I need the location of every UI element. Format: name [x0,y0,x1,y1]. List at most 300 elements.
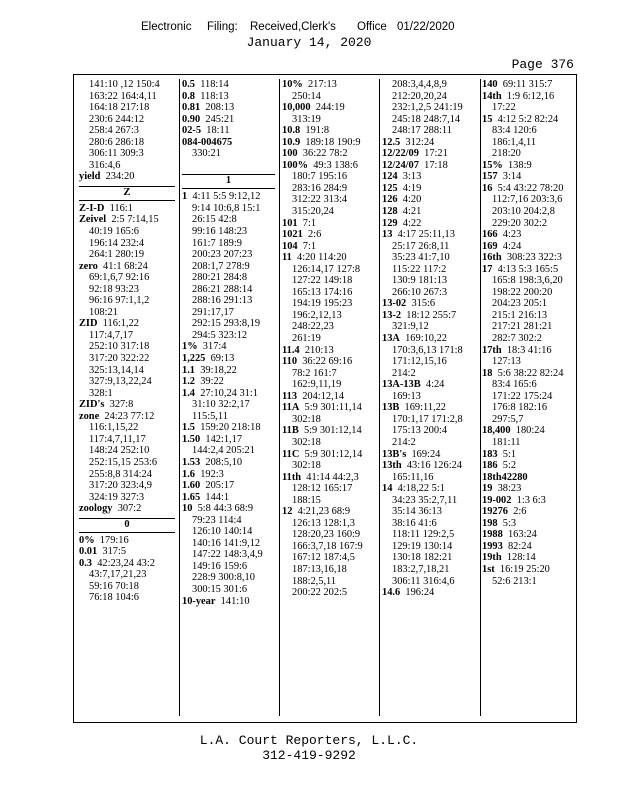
index-term: 19276 [482,506,508,518]
index-column-4 [379,79,481,716]
page-line-refs: 3:13 [402,171,422,183]
index-entry [482,229,577,241]
page-line-refs: 24:23 77:12 [104,410,155,422]
index-entry [282,102,379,114]
index-term: 100 [282,148,298,160]
index-term: 12/22/09 [382,148,419,160]
index-column-1 [74,79,180,716]
page-line-refs: 144:1 [205,491,230,503]
index-continuation: 328:1 [89,387,113,399]
index-term: 140 [482,79,498,90]
index-continuation: 26:15 42:8 [192,214,237,226]
index-continuation: 17:22 [492,102,516,114]
index-entry [182,353,279,365]
page-line-refs: 3:14 [502,171,522,183]
index-continuation: 69:1,6,7 92:16 [89,272,150,284]
index-entry [382,402,480,414]
page-line-refs: 4:20 114:20 [297,252,347,264]
index-entry [482,79,577,91]
page-line-refs: 217:13 [307,79,337,90]
index-continuation: 161:7 189:9 [192,237,242,249]
index-term: 15 [482,113,493,125]
index-continuation: 180:7 195:16 [292,171,348,183]
transcript-date: January 14, 2020 [246,35,372,50]
index-term: 1st [482,563,495,575]
index-continuation: 9:14 10:6,8 15:1 [192,202,261,214]
index-column-2 [179,79,280,716]
index-continuation: 171:12,15,16 [392,356,447,368]
page-line-refs: 169:24 [411,448,441,460]
stamp-filing: Filing: [207,21,238,33]
index-entry [482,495,577,507]
index-continuation: 128:12 165:17 [292,483,353,495]
index-continuation: 92:18 93:23 [89,283,139,295]
letter-heading: Z [79,186,175,201]
index-continuation: 204:23 205:1 [492,298,548,310]
index-entry [182,596,279,608]
index-term: 1,225 [182,353,206,365]
index-entry [182,341,279,353]
index-term: 126 [382,194,398,206]
index-column-3 [279,79,380,716]
index-continuation: 229:20 302:2 [492,217,548,229]
index-continuation: 59:16 70:18 [89,580,139,592]
index-continuation: 230:6 244:12 [89,113,145,125]
index-continuation: 108:21 [89,306,118,318]
index-entry [482,518,577,530]
index-continuation: 52:6 213:1 [492,575,537,587]
index-term: 1993 [482,540,503,552]
index-continuation: 324:19 327:3 [89,491,145,503]
index-term: ZID's [79,399,105,411]
index-entry [482,368,577,380]
index-continuation: 148:24 252:10 [89,445,150,457]
index-entry [282,402,379,414]
index-continuation: 196:14 232:4 [89,237,145,249]
index-term: 13A [382,333,400,345]
index-term: ZID [79,318,98,330]
page-line-refs: 69:13 [210,353,235,365]
index-continuation: 313:19 [292,113,321,125]
index-term: 13A-13B [382,379,421,391]
page-line-refs: 118:13 [200,90,229,102]
index-term: 14th [482,90,502,102]
index-entry [79,546,179,558]
index-continuation: 127:22 149:18 [292,275,353,287]
index-term: 18,400 [482,425,511,437]
page-line-refs: 317:5 [102,546,127,558]
index-continuation: 188:15 [292,494,321,506]
index-term: 11C [282,448,300,460]
index-term: yield [79,171,101,183]
stamp-filed-date: 01/22/2020 [397,21,455,33]
index-continuation: 203:10 204:2,8 [492,206,555,218]
page-line-refs: 27:10,24 31:1 [200,387,258,399]
index-continuation: 327:9,13,22,24 [89,376,152,388]
index-entry [382,137,480,149]
index-continuation: 306:11 309:3 [89,148,144,160]
index-term: 1% [182,341,198,353]
index-entry [79,214,179,226]
index-term: 113 [282,390,298,402]
index-term: 10.8 [282,125,301,137]
index-continuation: 217:21 281:21 [492,321,553,333]
page-line-refs: 38:23 [497,483,522,495]
index-continuation: 214:2 [392,367,416,379]
index-term: 1.1 [182,364,195,376]
index-continuation: 317:20 322:22 [89,353,150,365]
index-continuation: 181:11 [492,436,521,448]
index-entry [79,203,179,215]
index-entry [282,391,379,403]
page-line-refs: 17:21 [424,148,448,160]
page-line-refs: 317:4 [202,341,227,353]
index-continuation: 112:7,16 203:3,6 [492,194,563,206]
index-term: 0.01 [79,546,98,558]
index-continuation: 126:14,17 127:8 [292,263,361,275]
page-line-refs: 159:20 218:18 [200,422,261,434]
index-continuation: 282:7 302:2 [492,333,542,345]
index-term: 1.5 [182,422,195,434]
index-entry [482,91,577,103]
index-term: 125 [382,182,398,194]
index-continuation: 76:18 104:6 [89,592,139,604]
index-entry [382,483,480,495]
index-continuation: 187:13,16,18 [292,563,347,575]
index-term: 1988 [482,529,503,541]
index-term: 1.65 [182,491,201,503]
index-continuation: 165:13 174:16 [292,286,353,298]
index-term: 1.2 [182,376,195,388]
index-continuation: 162:9,11,19 [292,379,342,391]
index-entry [79,171,179,183]
index-term: 15% [482,159,503,171]
page-line-refs: 128:14 [506,552,536,564]
index-term: 17th [482,344,502,356]
index-term: 13-02 [382,298,407,310]
index-continuation: 252:15,15 253:6 [89,456,158,468]
index-continuation: 43:7,17,21,23 [89,569,147,581]
spacer [182,160,279,172]
page-line-refs: 191:8 [305,125,330,137]
index-continuation: 232:1,2,5 241:19 [392,102,463,114]
index-continuation: 212:20,20,24 [392,90,447,102]
index-term: 10-year [182,595,216,607]
page-line-refs: 4:12 5:2 82:24 [497,113,559,125]
page-line-refs: 4:20 [402,194,422,206]
index-continuation: 245:18 248:7,14 [392,113,461,125]
index-continuation: 175:13 200:4 [392,425,448,437]
index-entry [182,457,279,469]
index-term: 18th42280 [482,471,528,483]
index-entry [182,137,279,149]
index-entry [382,310,480,322]
index-entry [382,298,480,310]
index-continuation: 163:22 164:4,11 [89,90,157,102]
index-continuation: 286:21 288:14 [192,283,253,295]
page-line-refs: 180:24 [515,425,545,437]
page-line-refs: 82:24 [507,540,532,552]
index-continuation: 200:22 202:5 [292,587,348,599]
index-term: Zeivel [79,214,107,226]
index-term: 104 [282,240,298,252]
index-term: 101 [282,217,298,229]
page-line-refs: 36:22 69:16 [302,356,353,368]
index-term: 128 [382,206,398,218]
index-continuation: 164:18 217:18 [89,102,150,114]
index-term: 13th [382,460,402,472]
index-entry [382,218,480,230]
index-entry [79,503,179,515]
index-entry [182,434,279,446]
index-continuation: 255:8,8 314:24 [89,468,152,480]
page-line-refs: 205:17 [205,480,235,492]
page-line-refs: 41:14 44:2,3 [306,471,359,483]
page-line-refs: 5:9 301:11,14 [304,402,362,414]
page-line-refs: 4:23 [502,229,522,241]
page-line-refs: 18:11 [206,125,230,137]
reporter-name: L.A. Court Reporters, L.L.C. [199,733,419,748]
index-continuation: 280:21 284:8 [192,272,248,284]
index-entry [79,558,179,570]
page-line-refs: 5:3 [502,517,517,529]
index-continuation: 208:1,7 278:9 [192,260,250,272]
page-line-refs: 2:6 [513,506,527,518]
index-entry [382,206,480,218]
index-entry [382,194,480,206]
index-continuation: 128:20,23 160:9 [292,529,361,541]
index-continuation: 258:4 267:3 [89,125,139,137]
index-term: 11B [282,425,299,437]
index-continuation: 127:13 [492,356,521,368]
index-entry [382,333,480,345]
index-entry [482,460,577,472]
index-continuation: 147:22 148:3,4,9 [192,549,263,561]
index-term: 129 [382,217,398,229]
index-term: 186 [482,460,498,472]
index-term: zero [79,260,98,272]
page-line-refs: 18:3 41:16 [506,344,552,356]
index-entry [282,148,379,160]
page-line-refs: 1:9 6:12,16 [506,90,555,102]
page-line-refs: 7:1 [302,240,317,252]
index-continuation: 115:5,11 [192,410,228,422]
index-continuation: 83:4 120:6 [492,125,537,137]
page-line-refs: 208:13 [205,102,235,114]
index-entry [382,460,480,472]
index-term: 19th [482,552,502,564]
index-continuation: 25:17 26:8,11 [392,240,450,252]
page-number: Page 376 [511,57,574,72]
index-continuation: 302:18 [292,413,321,425]
index-continuation: 83:4 165:6 [492,379,537,391]
page-line-refs: 36:22 78:2 [302,148,348,160]
index-continuation: 149:16 159:6 [192,560,248,572]
index-entry [482,241,577,253]
index-term: 13B [382,402,400,414]
index-term: 0.90 [182,113,201,125]
index-term: 166 [482,229,498,241]
index-term: 10 [182,503,193,515]
index-continuation: 129:19 130:14 [392,540,453,552]
index-entry [79,318,179,330]
page-line-refs: 39:18,22 [200,364,237,376]
index-term: zone [79,410,100,422]
index-term: 0.3 [79,557,92,569]
index-entry [182,79,279,91]
index-entry [182,503,279,515]
page-line-refs: 49:3 138:6 [313,159,358,171]
index-term: 11th [282,471,302,483]
index-term: 11A [282,402,300,414]
page-line-refs: 4:18,22 5:1 [397,483,445,495]
index-continuation: 169:13 [392,390,421,402]
index-term: 10% [282,79,303,90]
index-term: 17 [482,263,493,275]
index-continuation: 144:2,4 205:21 [192,445,255,457]
index-continuation: 35:14 36:13 [392,506,442,518]
index-entry [382,229,480,241]
index-entry [382,587,480,599]
page-line-refs: 307:2 [117,503,142,515]
index-term: 1.6 [182,468,195,480]
index-entry [282,506,379,518]
index-continuation: 183:2,7,18,21 [392,563,450,575]
index-entry [282,229,379,241]
stamp-received: Received,Clerk's [250,21,336,33]
index-term: 11 [282,252,292,264]
page-line-refs: 4:24 [502,240,522,252]
index-entry [382,171,480,183]
court-reporter-footer [0,733,618,763]
index-entry [282,356,379,368]
page-line-refs: 204:12,14 [302,390,345,402]
index-term: 11.4 [282,344,300,356]
index-continuation: 166:3,7,18 167:9 [292,540,363,552]
index-continuation: 170:3,6,13 171:8 [392,344,463,356]
page-line-refs: 69:11 315:7 [502,79,553,90]
page-line-refs: 163:24 [507,529,537,541]
index-term: 12.5 [382,136,401,148]
stamp-office: Office [357,21,387,33]
index-continuation: 315:20,24 [292,206,334,218]
index-term: 10.9 [282,136,301,148]
index-term: 1.53 [182,456,201,468]
index-term: 1.60 [182,480,201,492]
index-continuation: 40:19 165:6 [89,226,139,238]
index-continuation: 214:2 [392,436,416,448]
index-continuation: 79:23 114:4 [192,514,242,526]
page-line-refs: 179:16 [99,534,129,546]
page-line-refs: 5:1 [502,448,517,460]
page-line-refs: 4:13 5:3 165:5 [497,263,559,275]
index-entry [282,79,379,91]
page-line-refs: 141:10 [220,595,250,607]
index-term: 169 [482,240,498,252]
index-term: 183 [482,448,498,460]
page-line-refs: 2:5 7:14,15 [111,214,159,226]
index-entry [79,261,179,273]
index-entry [482,541,577,553]
index-entry [482,171,577,183]
index-entry [382,449,480,461]
index-continuation: 264:1 280:19 [89,249,145,261]
index-entry [482,114,577,126]
index-continuation: 200:23 207:23 [192,249,253,261]
index-term: 124 [382,171,398,183]
page-line-refs: 234:20 [105,171,135,183]
index-continuation: 117:4,7,11,17 [89,433,146,445]
page-line-refs: 138:9 [507,159,532,171]
index-continuation: 288:16 291:13 [192,295,253,307]
index-continuation: 126:13 128:1,3 [292,517,355,529]
index-continuation: 116:1,15,22 [89,422,139,434]
index-continuation: 188:2,5,11 [292,575,337,587]
index-entry [282,125,379,137]
index-continuation: 170:1,17 171:2,8 [392,413,463,425]
page-line-refs: 5:2 [502,460,517,472]
index-entry [282,218,379,230]
index-continuation: 186:1,4,11 [492,136,537,148]
page-line-refs: 208:5,10 [205,456,243,468]
index-entry [482,529,577,541]
index-continuation: 300:15 301:6 [192,583,248,595]
index-term: zoology [79,503,113,515]
index-term: 0% [79,534,95,546]
index-entry [382,160,480,172]
index-entry [282,472,379,484]
page-line-refs: 5:9 301:12,14 [303,425,362,437]
index-continuation: 321:9,12 [392,321,429,333]
index-continuation: 248:17 288:11 [392,125,452,137]
page-line-refs: 4:24 [425,379,445,391]
index-entry [382,183,480,195]
letter-heading: 0 [79,518,175,533]
index-term: 198 [482,517,498,529]
index-entry [482,449,577,461]
page-line-refs: 39:22 [200,376,224,388]
index-continuation: 215:1 216:13 [492,309,548,321]
page-line-refs: 4:11 5:5 9:12,12 [192,191,261,203]
reporter-phone: 312-419-9292 [262,748,356,763]
index-entry [482,483,577,495]
index-entry [382,379,480,391]
index-continuation: 302:18 [292,460,321,472]
index-continuation: 165:11,16 [392,471,434,483]
index-continuation: 117:4,7,17 [89,329,134,341]
index-entry [482,552,577,564]
index-continuation: 297:5,7 [492,413,524,425]
page-line-refs: 245:21 [205,113,235,125]
index-continuation: 96:16 97:1,1,2 [89,295,150,307]
index-term: 19-002 [482,494,512,506]
index-term: 13 [382,229,393,241]
index-term: 0.81 [182,102,201,114]
index-continuation: 35:23 41:7,10 [392,252,450,264]
index-term: 16 [482,182,493,194]
page-line-refs: 5:6 38:22 82:24 [497,367,564,379]
page-line-refs: 169:11,22 [404,402,446,414]
page-line-refs: 42:23,24 43:2 [97,557,155,569]
index-entry [182,102,279,114]
index-term: 100% [282,159,308,171]
index-entry [282,252,379,264]
page-line-refs: 308:23 322:3 [506,252,562,264]
index-continuation: 171:22 175:24 [492,390,553,402]
index-entry [282,137,379,149]
index-entry [282,449,379,461]
index-continuation: 316:4,6 [89,159,121,171]
